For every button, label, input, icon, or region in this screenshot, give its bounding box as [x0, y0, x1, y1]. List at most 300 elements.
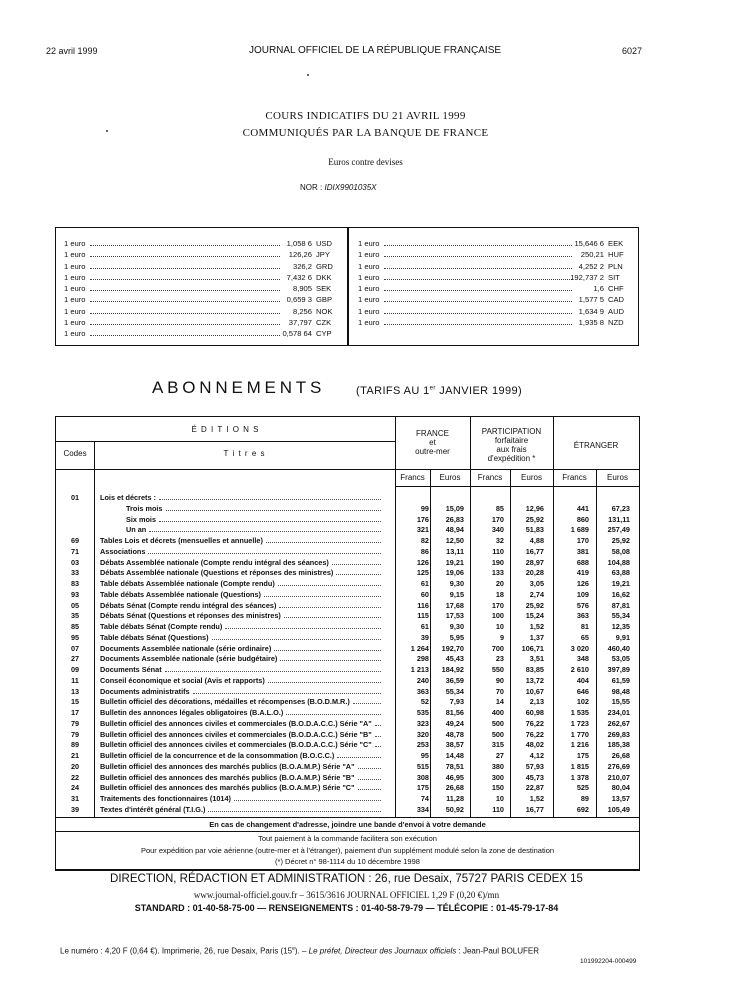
rate-value: 8,256: [292, 306, 312, 316]
rate-value: 1,634 9: [578, 306, 604, 316]
price-eu2: 16,77: [525, 546, 544, 556]
currency-code: SEK: [316, 284, 332, 294]
table-row: [56, 730, 639, 739]
leader-dots: [286, 714, 381, 715]
price-fr2: 27: [495, 751, 504, 760]
table-row: [56, 708, 639, 717]
price-fr3: 1 815: [570, 761, 589, 771]
row-title: Bulletin officiel des annonces civiles et commerciales (B.O.D.A.C.C.) Série "A": [100, 718, 372, 728]
price-fr1: 298: [416, 654, 429, 664]
leader-dots: [212, 639, 381, 640]
price-eu3: 257,49: [607, 525, 630, 535]
price-fr1: 60: [420, 589, 429, 599]
row-title: Bulletin officiel des décorations, médailles et récompenses (B.O.D.M.R.): [100, 697, 350, 707]
rate-value: 4,252 2: [578, 261, 604, 271]
leader-dots: [149, 531, 381, 532]
price-fr2: 150: [491, 783, 504, 793]
price-fr1: 99: [420, 503, 429, 513]
leader-dots: [165, 671, 381, 672]
price-fr1: 240: [416, 675, 429, 685]
price-fr1: 363: [416, 686, 429, 696]
price-fr1: 320: [416, 729, 429, 739]
price-eu3: 131,11: [608, 514, 630, 524]
footer-serial-number: 101992204-000499: [580, 958, 637, 965]
price-eu1: 184,92: [441, 665, 464, 674]
participation-header-line: PARTICIPATION: [481, 427, 542, 436]
notice-airmail: Pour expédition par voie aérienne (outre-mer et à l'étranger), paiement d'un supplément modulé selon la zone de destination: [140, 846, 555, 855]
euros-header: Euros: [439, 473, 461, 482]
france-header-line: et: [429, 438, 436, 447]
row-title: Bulletin officiel des annonces des marchés publics (B.O.A.M.P.) Série "C": [100, 783, 355, 793]
table-row: [56, 611, 639, 620]
rate-value: 37,797: [288, 318, 312, 328]
rate-row: [358, 261, 630, 272]
price-eu3: 269,83: [607, 729, 630, 739]
currency-code: CZK: [316, 318, 332, 328]
row-code: 85: [70, 622, 80, 631]
price-eu2: 13,72: [525, 675, 544, 685]
rate-label: 1 euro: [358, 295, 380, 305]
price-eu1: 38,57: [445, 740, 464, 750]
row-code: 71: [70, 546, 80, 556]
leader-dots: [278, 585, 381, 586]
leader-dots: [358, 779, 381, 780]
row-title: Bulletin officiel des annonces civiles et commerciales (B.O.D.A.C.C.) Série "C": [100, 740, 372, 750]
row-code: 09: [70, 665, 80, 674]
row-code: 69: [70, 536, 80, 545]
row-title: Tables Lois et décrets (mensuelles et annuelle): [100, 536, 263, 545]
table-row: [56, 773, 639, 782]
francs-header: Francs: [562, 473, 587, 482]
speck-mark: [106, 130, 108, 132]
rate-row: [64, 238, 338, 249]
table-row: [56, 676, 639, 685]
row-title: Bulletin officiel des annonces des marchés publics (B.O.A.M.P.) Série "A": [100, 761, 355, 771]
leader-dots: [90, 290, 280, 291]
price-eu2: 12,96: [525, 503, 544, 513]
leader-dots: [90, 268, 280, 269]
price-eu2: 4,12: [529, 751, 544, 760]
rate-label: 1 euro: [358, 239, 380, 248]
table-row: [56, 794, 639, 803]
journal-title: JOURNAL OFFICIEL DE LA RÉPUBLIQUE FRANÇAISE: [248, 45, 502, 56]
rate-value: 192,737 2: [570, 272, 604, 282]
leader-dots: [90, 313, 280, 314]
price-eu3: 16,62: [611, 589, 630, 599]
currency-code: JPY: [316, 250, 330, 260]
leader-dots: [159, 499, 381, 500]
rate-row: [358, 272, 630, 283]
row-code: 22: [70, 772, 80, 782]
table-row: [56, 590, 639, 599]
price-eu1: 13,11: [446, 546, 464, 556]
currency-code: GBP: [316, 295, 333, 305]
currency-code: GRD: [316, 261, 333, 271]
table-row: [56, 783, 639, 792]
row-code: 21: [70, 751, 80, 760]
leader-dots: [208, 811, 381, 812]
price-eu3: 185,38: [607, 740, 630, 750]
leader-dots: [268, 682, 381, 683]
rate-row: [64, 283, 338, 294]
leader-dots: [90, 301, 280, 302]
price-eu2: 10,67: [525, 686, 544, 696]
phone-numbers: STANDARD : 01-40-58-75-00 — RENSEIGNEMENTS : 01-40-58-79-79 — TÉLÉCOPIE : 01-45-79-17-84: [134, 903, 559, 913]
rate-row: [64, 306, 338, 317]
leader-dots: [375, 736, 381, 737]
price-fr2: 32: [495, 536, 504, 545]
row-code: 27: [70, 654, 80, 664]
price-fr3: 1 770: [570, 729, 589, 739]
price-fr2: 133: [491, 568, 504, 578]
row-title: Un an: [126, 525, 147, 535]
price-eu1: 9,30: [449, 622, 464, 631]
leader-dots: [159, 521, 381, 522]
row-title: Conseil économique et social (Avis et rapports): [100, 675, 265, 685]
nor-value: IDIX9901035X: [324, 183, 377, 192]
table-row: [56, 654, 639, 663]
row-title: Documents administratifs: [100, 686, 190, 696]
francs-header: Francs: [400, 473, 425, 482]
price-eu3: 19,21: [611, 579, 630, 588]
price-fr1: 308: [416, 772, 429, 782]
leader-dots: [90, 256, 280, 257]
row-code: 13: [70, 686, 80, 696]
price-fr1: 61: [420, 579, 429, 588]
price-eu1: 9,15: [449, 589, 464, 599]
price-fr3: 65: [580, 632, 589, 642]
price-fr3: 102: [576, 697, 589, 707]
price-eu1: 19,21: [445, 557, 464, 567]
price-eu3: 61,59: [611, 675, 630, 685]
price-fr2: 20: [495, 579, 504, 588]
price-eu2: 45,73: [525, 772, 544, 782]
leader-dots: [148, 553, 381, 554]
table-row: [56, 579, 639, 588]
table-row: [56, 740, 639, 749]
row-code: 35: [70, 611, 80, 621]
price-fr2: 70: [495, 686, 504, 696]
price-eu2: 76,22: [525, 718, 544, 728]
price-fr2: 18: [495, 589, 504, 599]
row-title: Trois mois: [126, 503, 163, 513]
row-title: Documents Sénat: [100, 665, 162, 674]
price-eu3: 104,88: [607, 557, 630, 567]
price-eu1: 192,70: [441, 643, 464, 653]
price-eu1: 48,94: [445, 525, 464, 535]
row-title: Textes d'intérêt général (T.I.G.): [100, 804, 206, 814]
price-eu2: 83,85: [525, 665, 544, 674]
price-eu3: 276,69: [607, 761, 630, 771]
price-eu2: 25,92: [525, 600, 544, 610]
row-code: 20: [70, 761, 80, 771]
currency-code: CAD: [608, 295, 625, 305]
rate-label: 1 euro: [358, 272, 380, 282]
price-fr3: 89: [580, 794, 589, 803]
price-fr2: 110: [492, 804, 504, 814]
row-code: 17: [70, 708, 80, 717]
leader-dots: [234, 800, 381, 801]
price-eu2: 4,88: [529, 536, 544, 545]
row-title: Bulletin officiel de la concurrence et de la consommation (B.O.C.C.): [100, 751, 335, 760]
leader-dots: [279, 607, 381, 608]
abonnements-title: ABONNEMENTS: [152, 378, 326, 397]
rates-left-column: [64, 238, 338, 340]
rates-right-column: [358, 238, 630, 328]
currency-code: EEK: [608, 239, 624, 248]
price-eu3: 58,08: [611, 546, 630, 556]
france-header-line: FRANCE: [416, 429, 449, 438]
price-eu1: 49,24: [445, 718, 464, 728]
price-fr3: 419: [576, 568, 589, 578]
cours-subtitle: Euros contre devises: [328, 157, 403, 167]
price-fr3: 109: [576, 589, 589, 599]
price-fr2: 500: [491, 718, 504, 728]
rate-row: [358, 317, 630, 328]
row-title: Table débats Assemblée nationale (Questions): [100, 589, 261, 599]
leader-dots: [384, 301, 572, 302]
table-row: [56, 805, 639, 814]
cours-title-line2: COMMUNIQUÉS PAR LA BANQUE DE FRANCE: [242, 127, 489, 139]
rate-value: 1,6: [593, 284, 604, 294]
row-line: [56, 869, 639, 870]
leader-dots: [375, 746, 381, 747]
row-title: Table débats Sénat (Compte rendu): [100, 622, 223, 631]
currency-code: NZD: [608, 318, 624, 328]
price-eu3: 87,81: [611, 600, 630, 610]
direction-address: DIRECTION, RÉDACTION ET ADMINISTRATION : 26, rue Desaix, 75727 PARIS CEDEX 15: [110, 873, 583, 885]
notice-address-change: En cas de changement d'adresse, joindre une bande d'envoi à votre demande: [209, 820, 486, 829]
rate-value: 250,21: [580, 250, 604, 260]
price-fr1: 74: [420, 794, 429, 803]
price-fr3: 1 723: [570, 718, 589, 728]
france-header: [395, 429, 470, 456]
price-eu2: 106,71: [521, 643, 544, 653]
participation-header: [470, 427, 553, 463]
table-row: [56, 493, 639, 502]
etranger-header: ÉTRANGER: [573, 441, 619, 450]
price-fr3: 692: [576, 804, 589, 814]
footer-text: ). –: [294, 946, 309, 956]
row-code: 07: [70, 643, 80, 653]
rate-label: 1 euro: [64, 329, 86, 339]
row-code: 83: [70, 579, 80, 588]
price-fr3: 175: [576, 751, 589, 760]
price-fr1: 1 264: [410, 643, 429, 653]
row-code: 24: [70, 783, 80, 793]
price-fr3: 688: [576, 557, 589, 567]
price-eu3: 26,68: [611, 751, 630, 760]
leader-dots: [358, 789, 381, 790]
price-eu1: 9,30: [449, 579, 464, 588]
row-title: Traitements des fonctionnaires (1014): [100, 794, 231, 803]
price-fr2: 170: [491, 514, 504, 524]
rate-label: 1 euro: [64, 239, 86, 248]
price-fr3: 170: [576, 536, 589, 545]
price-eu2: 1,52: [529, 622, 544, 631]
price-eu3: 63,88: [611, 568, 630, 578]
price-fr3: 2 610: [570, 665, 589, 674]
table-row: [56, 558, 639, 567]
table-row: [56, 751, 639, 760]
price-eu1: 15,09: [445, 503, 464, 513]
row-line: [395, 486, 639, 487]
table-row: [56, 633, 639, 642]
cours-title-line1: COURS INDICATIFS DU 21 AVRIL 1999: [265, 110, 466, 122]
price-eu1: 19,06: [445, 568, 464, 578]
table-row: [56, 525, 639, 534]
price-eu1: 17,68: [445, 600, 464, 610]
row-code: 11: [71, 675, 79, 685]
table-row: [56, 665, 639, 674]
price-fr1: 52: [420, 697, 429, 707]
row-title: Associations: [100, 546, 146, 556]
leader-dots: [90, 324, 280, 325]
price-fr2: 90: [495, 675, 504, 685]
price-eu2: 60,98: [525, 708, 544, 717]
footer-italic: Le préfet, Directeur des Journaux officiels: [308, 946, 457, 956]
tarifs-prefix: (TARIFS AU 1: [356, 385, 430, 397]
price-eu2: 22,87: [525, 783, 544, 793]
table-row: [56, 644, 639, 653]
price-fr3: 441: [576, 503, 589, 513]
price-fr2: 10: [495, 794, 504, 803]
euros-header: Euros: [521, 473, 542, 482]
rate-value: 1,058 6: [286, 239, 312, 248]
tarifs-sup: er: [429, 385, 436, 392]
price-fr1: 95: [420, 751, 429, 760]
price-fr2: 550: [491, 665, 504, 674]
price-eu1: 48,78: [445, 729, 464, 739]
price-fr2: 315: [491, 740, 504, 750]
price-fr3: 381: [576, 546, 589, 556]
price-fr2: 170: [491, 600, 504, 610]
footer-text: Le numéro : 4,20 F (0,64 €). Imprimerie, 26, rue Desaix, Paris (15: [60, 946, 293, 956]
currency-code: CYP: [316, 329, 332, 339]
leader-dots: [225, 628, 381, 629]
price-fr3: 576: [576, 600, 589, 610]
price-eu3: 55,34: [611, 611, 630, 621]
table-row: [56, 568, 639, 577]
row-title: Débats Sénat (Questions et réponses des ministres): [100, 611, 281, 621]
price-eu1: 12,50: [445, 536, 464, 545]
table-row: [56, 697, 639, 706]
price-fr1: 175: [416, 783, 429, 793]
leader-dots: [384, 324, 572, 325]
rate-row: [358, 238, 630, 249]
price-fr2: 85: [495, 503, 504, 513]
rate-row: [358, 249, 630, 260]
row-title: Six mois: [126, 514, 157, 524]
price-fr2: 23: [495, 654, 504, 664]
row-line: [56, 817, 639, 818]
leader-dots: [358, 768, 381, 769]
editions-header: É D I T I O N S: [191, 425, 260, 434]
price-fr1: 39: [420, 632, 429, 642]
row-title: Débats Assemblée nationale (Compte rendu intégral des séances): [100, 557, 329, 567]
price-fr3: 1 216: [570, 740, 589, 750]
price-fr1: 323: [416, 718, 429, 728]
leader-dots: [384, 256, 572, 257]
price-fr3: 81: [580, 622, 589, 631]
price-eu1: 26,83: [445, 514, 464, 524]
codes-header: Codes: [63, 449, 87, 458]
rate-value: 1,577 5: [578, 295, 604, 305]
tarifs-suffix: JANVIER 1999): [435, 385, 523, 397]
leader-dots: [384, 290, 572, 291]
row-line: [56, 831, 639, 832]
price-fr2: 10: [495, 622, 504, 631]
price-fr3: 1 689: [570, 525, 589, 535]
row-code: 03: [70, 557, 80, 567]
row-title: Documents Assemblée nationale (série budgétaire): [100, 654, 278, 664]
table-row: [56, 719, 639, 728]
rate-row: [358, 306, 630, 317]
leader-dots: [90, 279, 280, 280]
row-code: 93: [70, 589, 80, 599]
cours-title: [150, 108, 581, 142]
row-title: Table débats Assemblée nationale (Compte rendu): [100, 579, 275, 588]
row-code: 31: [70, 794, 80, 803]
participation-header-line: aux frais: [496, 445, 527, 454]
rate-label: 1 euro: [358, 318, 380, 328]
price-eu2: 51,83: [525, 525, 544, 535]
price-eu1: 55,34: [445, 686, 464, 696]
rate-value: 0,659 3: [286, 295, 312, 305]
rate-label: 1 euro: [64, 318, 86, 328]
leader-dots: [384, 268, 572, 269]
price-eu2: 15,24: [525, 611, 544, 621]
table-row: [56, 536, 639, 545]
table-row: [56, 762, 639, 771]
leader-dots: [90, 245, 280, 246]
row-code: 89: [70, 740, 80, 750]
price-eu3: 13,57: [611, 794, 630, 803]
rate-value: 1,935 8: [578, 318, 604, 328]
abonnements-tarifs: [356, 385, 522, 397]
table-row: [56, 504, 639, 513]
nor-reference: [300, 183, 377, 192]
price-eu3: 397,89: [607, 665, 630, 674]
rate-value: 15,646 6: [574, 239, 604, 248]
price-eu2: 1,37: [529, 632, 544, 642]
leader-dots: [274, 650, 381, 651]
rate-row: [64, 317, 338, 328]
price-eu2: 20,28: [525, 568, 544, 578]
price-fr2: 380: [491, 761, 504, 771]
leader-dots: [193, 693, 381, 694]
leader-dots: [264, 596, 381, 597]
rate-label: 1 euro: [64, 295, 86, 305]
price-fr2: 340: [491, 525, 504, 535]
row-title: Débats Sénat (Compte rendu intégral des séances): [100, 600, 277, 610]
nor-label: NOR :: [300, 183, 323, 192]
price-eu2: 2,13: [529, 697, 544, 707]
price-eu2: 28,97: [525, 557, 544, 567]
leader-dots: [337, 757, 381, 758]
currency-code: AUD: [608, 306, 625, 316]
price-eu1: 46,95: [445, 772, 464, 782]
row-title: Bulletin des annonces légales obligatoires (B.A.L.O.): [100, 708, 284, 717]
rate-row: [358, 283, 630, 294]
price-eu1: 11,28: [446, 794, 464, 803]
francs-header: Francs: [477, 473, 503, 482]
notice-payment: Tout paiement à la commande facilitera son exécution: [258, 834, 437, 843]
leader-dots: [384, 245, 572, 246]
rate-label: 1 euro: [64, 306, 86, 316]
row-code: 33: [70, 568, 80, 578]
price-eu3: 210,07: [607, 772, 630, 782]
